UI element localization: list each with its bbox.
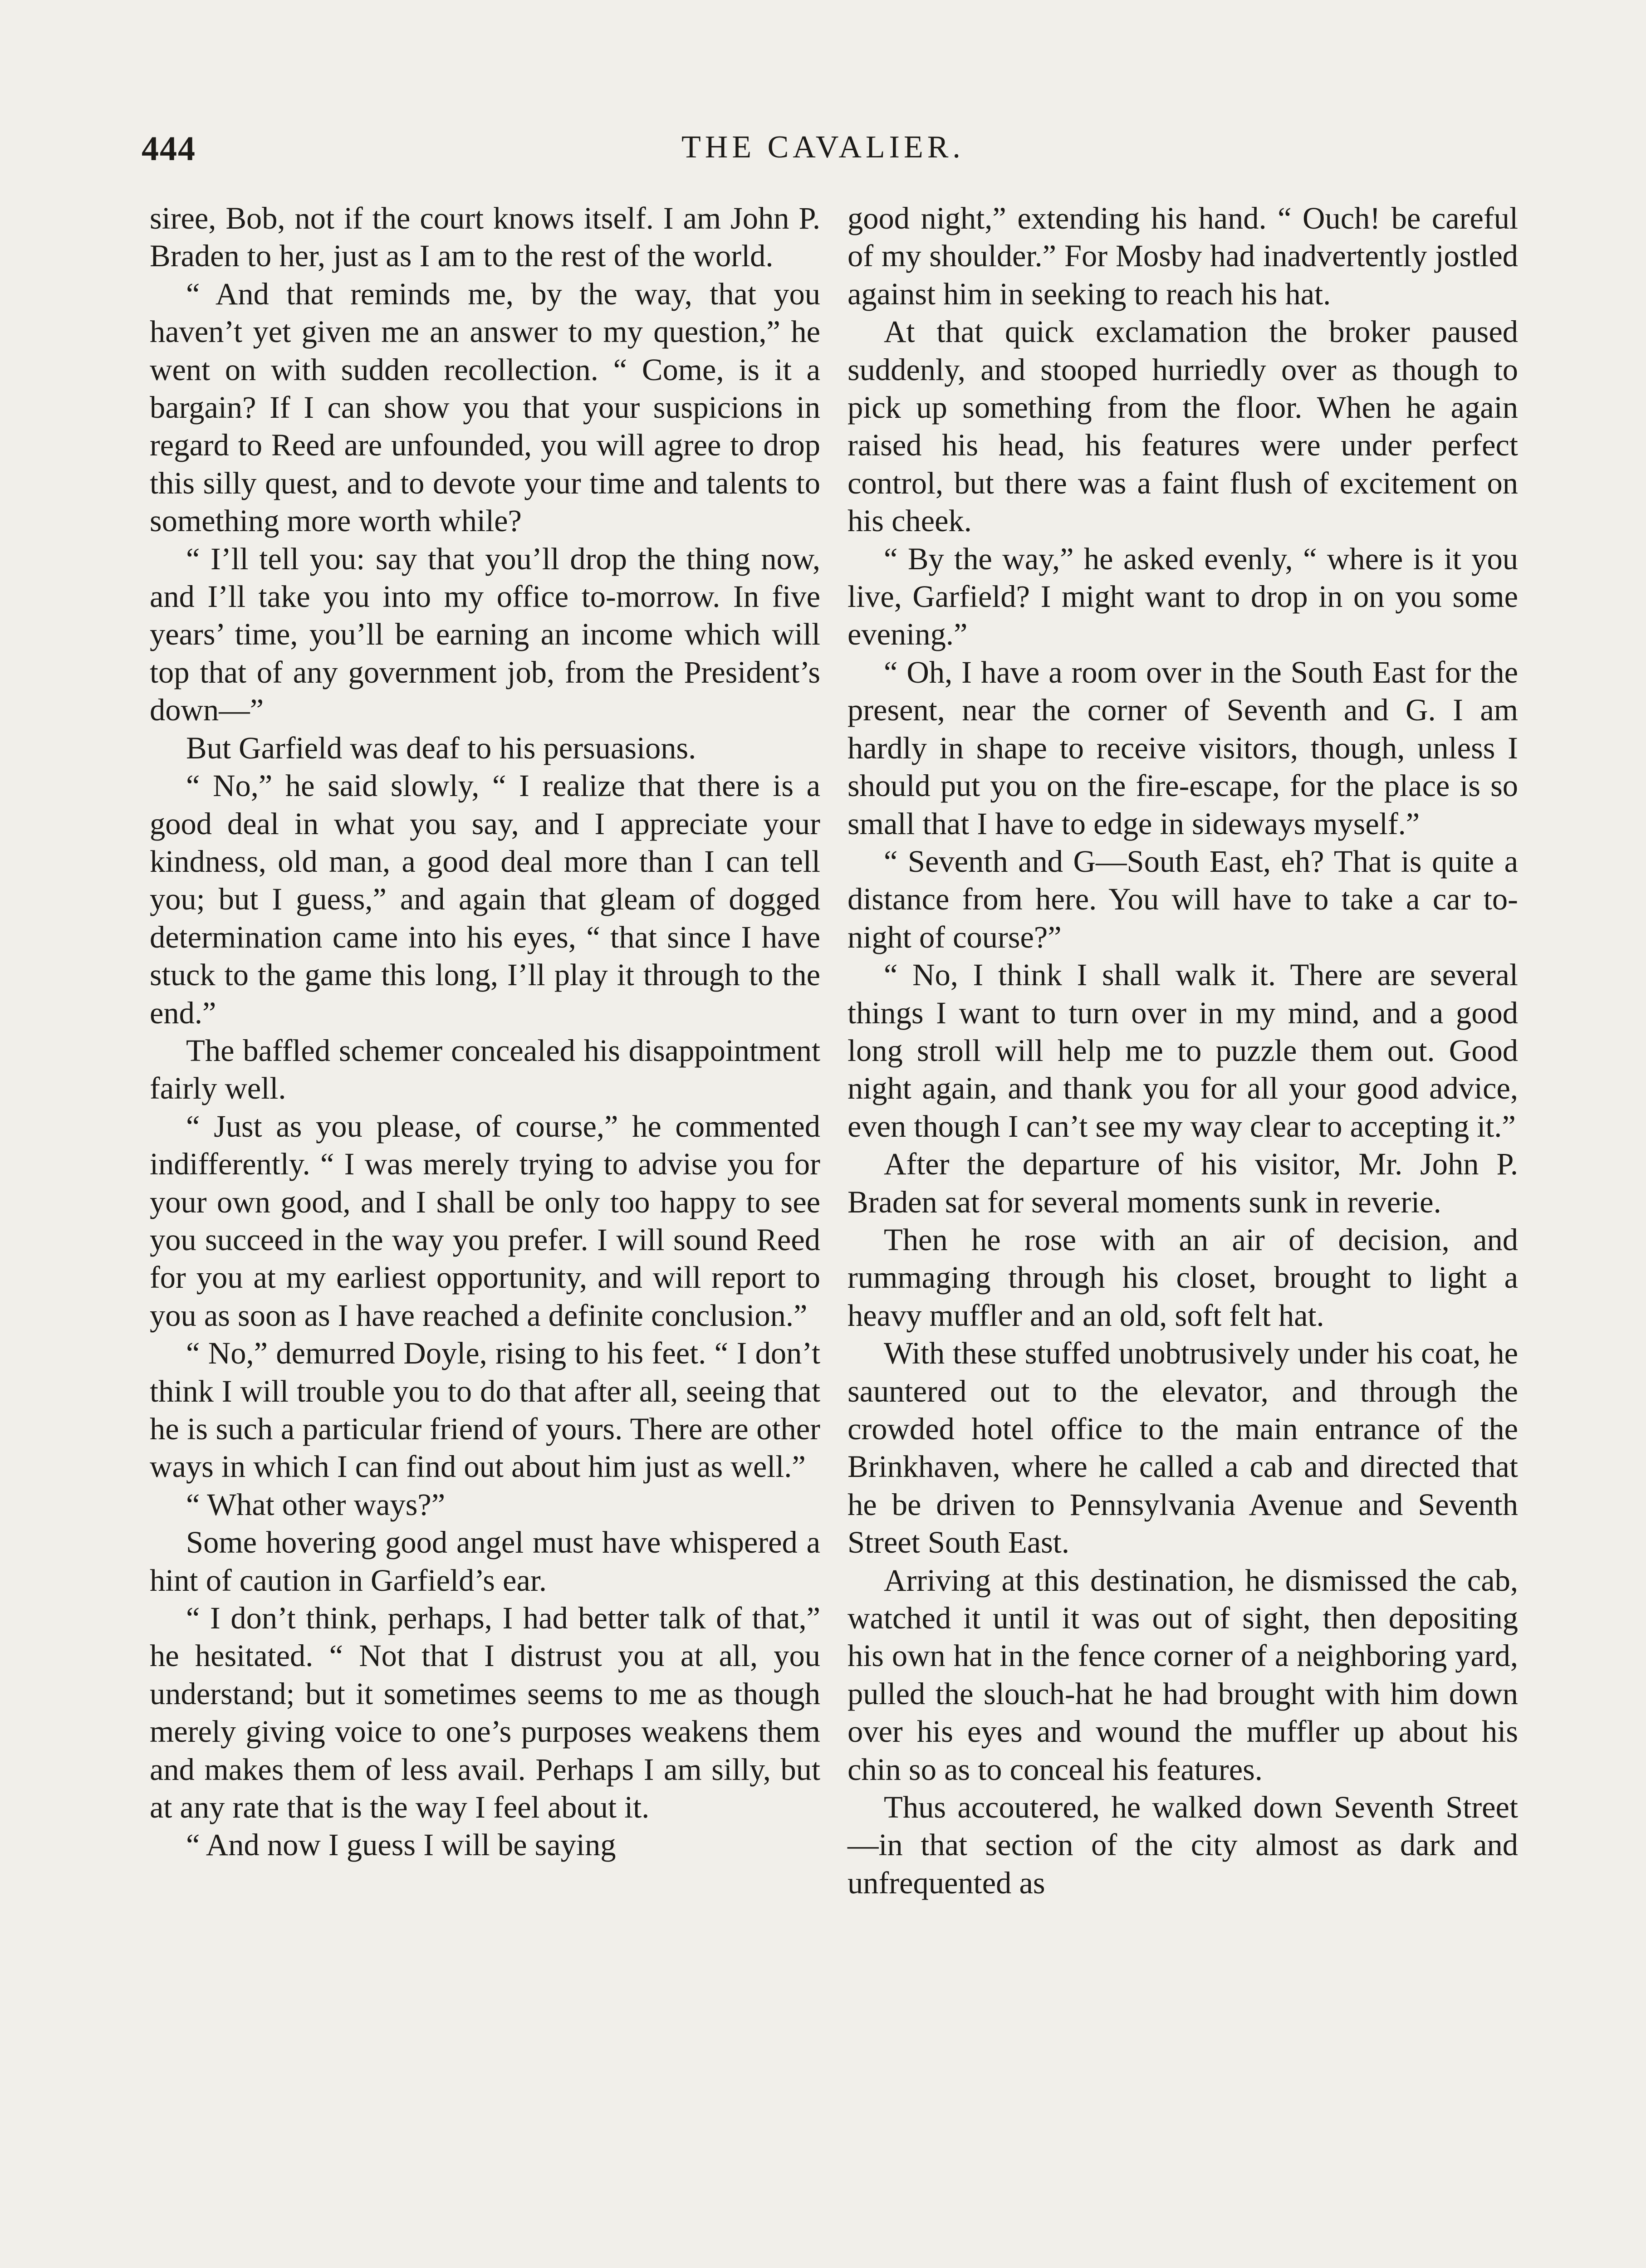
paragraph: With these stuffed unobtrusively under his coat, he sauntered out to the elevator, and through the crowded hotel office to the main entrance of the Brinkhaven, where he called a cab and directed that he be driven to Pennsylvania Avenue and Seventh Street South East. bbox=[847, 1336, 1518, 1560]
paragraph: “ No, I think I shall walk it. There are several things I want to turn over in my mind, and a good long stroll will help me to puzzle them out. Good night again, and thank you for all your good advice, even though I can’t see my way clear to accepting it.” bbox=[847, 958, 1518, 1144]
paragraph: “ Seventh and G—South East, eh? That is quite a distance from here. You will have to take a car to-night of course?” bbox=[847, 844, 1518, 954]
paragraph: Arriving at this destination, he dismissed the cab, watched it until it was out of sight, then depositing his own hat in the fence corner of a neighboring yard, pulled the slouch-hat he had brought with him down over his eyes and wound the muffler up about his chin so as to conceal his features. bbox=[847, 1563, 1518, 1787]
page-number: 444 bbox=[142, 130, 196, 168]
paragraph: Some hovering good angel must have whispered a hint of caution in Garfield’s ear. bbox=[150, 1525, 820, 1598]
paragraph: At that quick exclamation the broker paused suddenly, and stooped hurriedly over as though to pick up something from the floor. When he again raised his head, his features were under perfect control, but there was a faint flush of excitement on his cheek. bbox=[847, 314, 1518, 538]
left-column bbox=[150, 200, 820, 1864]
paragraph: “ By the way,” he asked evenly, “ where is it you live, Garfield? I might want to drop in on you some evening.” bbox=[847, 541, 1518, 652]
paragraph: “ No,” demurred Doyle, rising to his feet. “ I don’t think I will trouble you to do that after all, seeing that he is such a particular friend of yours. There are other ways in which I can find out about him just as well.” bbox=[150, 1336, 820, 1484]
right-column bbox=[847, 200, 1518, 1902]
paragraph: “ I don’t think, perhaps, I had better talk of that,” he hesitated. “ Not that I distrust you at all, you understand; but it sometimes seems to me as though merely giving voice to one’s purposes weakens them and makes them of less avail. Perhaps I am silly, but at any rate that is the way I feel about it. bbox=[150, 1601, 820, 1825]
paragraph: But Garfield was deaf to his persuasions. bbox=[186, 730, 696, 765]
paragraph: Then he rose with an air of decision, and rummaging through his closet, brought to light a heavy muffler and an old, soft felt hat. bbox=[847, 1222, 1518, 1333]
paragraph: good night,” extending his hand. “ Ouch! be careful of my shoulder.” For Mosby had inadvertently jostled against him in seeking to reach his hat. bbox=[847, 201, 1518, 311]
paragraph: “ Oh, I have a room over in the South East for the present, near the corner of Seventh and G. I am hardly in shape to receive visitors, though, unless I should put you on the fire-escape, for the place is so small that I have to edge in sideways myself.” bbox=[847, 655, 1518, 841]
paragraph: The baffled schemer concealed his disappointment fairly well. bbox=[150, 1033, 820, 1106]
paragraph: “ What other ways?” bbox=[186, 1487, 446, 1522]
paragraph: After the departure of his visitor, Mr. John P. Braden sat for several moments sunk in reverie. bbox=[847, 1147, 1518, 1219]
paragraph: “ No,” he said slowly, “ I realize that there is a good deal in what you say, and I appreciate your kindness, old man, a good deal more than I can tell you; but I guess,” and again that gleam of dogged determination came into his eyes, “ that since I have stuck to the game this long, I’ll play it through to the end.” bbox=[150, 768, 820, 1030]
running-title: THE CAVALIER. bbox=[681, 130, 965, 165]
paragraph: siree, Bob, not if the court knows itself. I am John P. Braden to her, just as I am to the rest of the world. bbox=[150, 201, 820, 274]
paragraph: “ And now I guess I will be saying bbox=[186, 1828, 616, 1862]
paragraph: Thus accoutered, he walked down Seventh Street—in that section of the city almost as dark and unfrequented as bbox=[847, 1790, 1518, 1900]
paragraph: “ And that reminds me, by the way, that you haven’t yet given me an answer to my question,” he went on with sudden recollection. “ Come, is it a bargain? If I can show you that your suspicions in regard to Reed are unfounded, you will agree to drop this silly quest, and to devote your time and talents to something more worth while? bbox=[150, 276, 820, 538]
paragraph: “ Just as you please, of course,” he commented indifferently. “ I was merely trying to advise you for your own good, and I shall be only too happy to see you succeed in the way you prefer. I will sound Reed for you at my earliest opportunity, and will report to you as soon as I have reached a definite conclusion.” bbox=[150, 1109, 820, 1333]
paragraph: “ I’ll tell you: say that you’ll drop the thing now, and I’ll take you into my office to-morrow. In five years’ time, you’ll be earning an income which will top that of any government job, from the President’s down—” bbox=[150, 541, 820, 728]
